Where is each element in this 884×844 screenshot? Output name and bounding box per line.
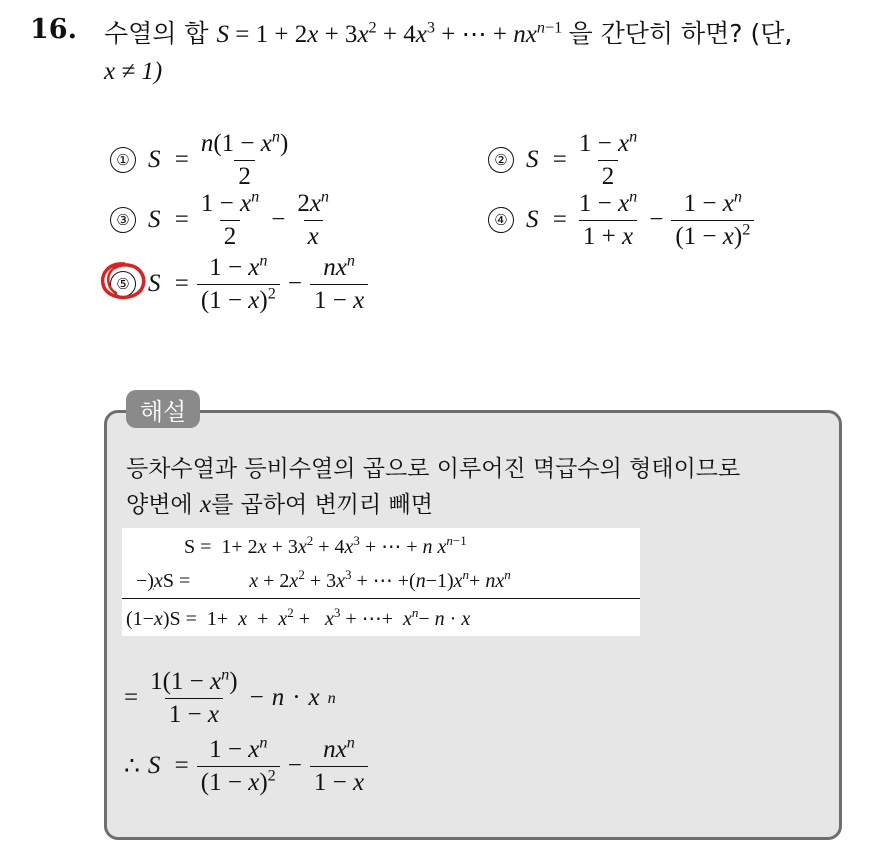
- option-2-label: ②: [488, 147, 514, 173]
- option-1[interactable]: ① S = $\frac{n(1 - x^n)}{2}$: [110, 130, 292, 190]
- option-1-fraction: $\frac{n(1 - x^n)}{2}$: [200, 127, 289, 190]
- problem-text-suffix: 을 간단히 하면? (단,: [568, 19, 793, 48]
- option-4[interactable]: ④ S = $\frac{1 - x^n}{1 + x}$ − $\frac{1 - x^n}{(1 - x)^2}$: [488, 190, 754, 250]
- option-1-label: ①: [110, 147, 136, 173]
- explanation-tag: 해설: [126, 390, 200, 428]
- explanation-line-1: 등차수열과 등비수열의 곱으로 이루어진 멱급수의 형태이므로: [126, 456, 741, 482]
- problem-number: 16.: [30, 14, 77, 45]
- calc-divider: [122, 598, 640, 599]
- option-4-label: ④: [488, 207, 514, 233]
- option-2-fraction: $\frac{1 - x^n}{2}$: [578, 127, 638, 190]
- answer-mark-circle-icon: [98, 260, 150, 302]
- calc-line-3: $(1-x)S = 1+ x + x^2 + x^3$ + ⋯+ $x^n- n \cdot x$: [126, 605, 471, 630]
- option-3-label: ③: [110, 207, 136, 233]
- option-5-label: ⑤: [110, 271, 136, 297]
- calc-line-1: $S = 1+ 2x + 3x^2 + 4x^3$ + ⋯ + n $x^{n-1}$: [184, 533, 467, 558]
- option-5[interactable]: ⑤ S = $\frac{1 - x^n}{(1 - x)^2}$ − $\frac{nx^n}{1 - x}$: [110, 254, 368, 314]
- result-line-1: = $\frac{1(1 - x^n)}{1 - x}$ − n · x n: [124, 665, 336, 728]
- calc-line-2: $-)xS = x + 2x^2 + 3x^3$ + ⋯ $+(n-1)x^n+ nx^n$: [136, 567, 511, 592]
- option-2[interactable]: ② S = $\frac{1 - x^n}{2}$: [488, 130, 641, 190]
- result-line-2: ∴ S = $\frac{1 - x^n}{(1 - x)^2}$ − $\frac{nx^n}{1 - x}$: [124, 736, 368, 796]
- problem-statement: [104, 14, 792, 50]
- option-3[interactable]: ③ S = $\frac{1 - x^n}{2}$ − $\frac{2x^n}{x}$: [110, 190, 333, 250]
- problem-condition: x ≠ 1): [104, 58, 163, 85]
- explanation-line-2: 양변에 x를 곱하여 변끼리 빼면: [126, 491, 433, 518]
- problem-series-expression: $S = 1 + 2x + 3x^2 + 4x^3$ + ⋯ + $nx^{n-1}$: [216, 18, 563, 48]
- calculation-panel: [122, 528, 640, 636]
- problem-text-prefix: 수열의 합: [104, 19, 209, 48]
